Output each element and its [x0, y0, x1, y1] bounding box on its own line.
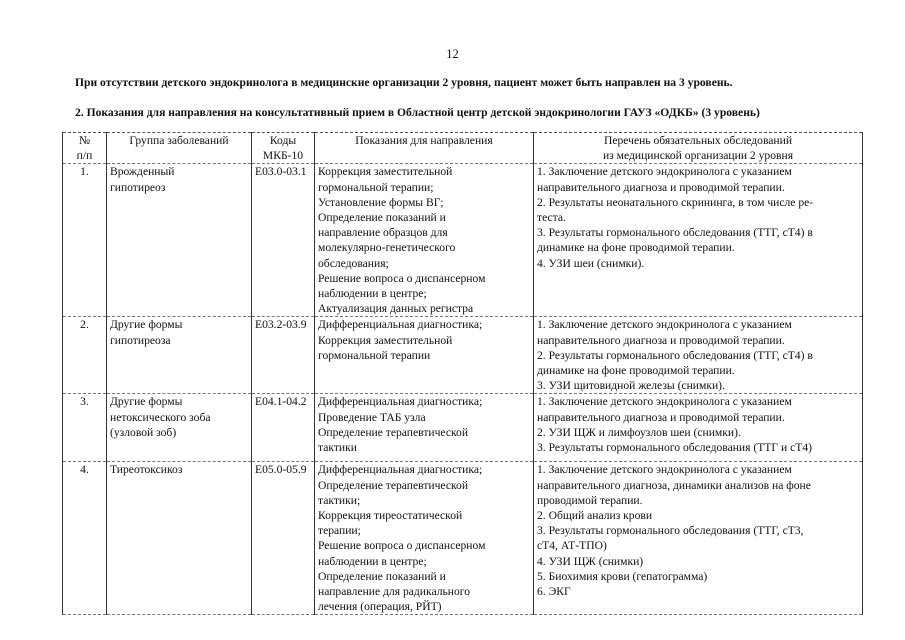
required-exams-line: проводимой терапии.: [537, 493, 643, 507]
disease-group: [107, 462, 252, 615]
referral-indications-line: Определение показаний и: [318, 569, 446, 583]
required-exams-line: 1. Заключение детского эндокринолога с указанием: [537, 463, 792, 477]
table-row: [63, 394, 863, 462]
referral-indications-line: обследования;: [318, 256, 389, 270]
disease-group-line: Другие формы: [110, 318, 183, 332]
row-number: 4.: [63, 462, 107, 615]
referral-indications-line: гормональной терапии: [318, 348, 431, 362]
header-line: МКБ-10: [262, 149, 304, 163]
referral-indications-line: Коррекция заместительной: [318, 165, 453, 179]
referral-indications-line: тактики;: [318, 493, 361, 507]
referral-indications-line: Дифференциальная диагностика;: [318, 463, 483, 477]
required-exams: [534, 164, 863, 317]
page-number: 12: [446, 47, 459, 61]
referral-indications: [315, 462, 534, 615]
header-line: №: [78, 134, 91, 147]
row-number: 1.: [63, 164, 107, 317]
section-title: 2. Показания для направления на консультативный прием в Областной центр детской эндокринологии ГАУЗ «ОДКБ» (3 уровень): [75, 106, 760, 119]
referral-indications-line: направление для радикального: [318, 585, 471, 599]
header-num: [63, 133, 107, 164]
referral-indications: [315, 164, 534, 317]
header-line: Перечень обязательных обследований: [603, 134, 793, 147]
referral-indications-line: Проведение ТАБ узла: [318, 410, 426, 424]
header-line: Коды: [269, 134, 297, 147]
referral-indications-line: Определение терапевтической: [318, 478, 469, 492]
required-exams-line: 3. Результаты гормонального обследования (ТТГ, сТ3,: [537, 524, 804, 538]
required-exams-line: 1. Заключение детского эндокринолога с указанием: [537, 395, 792, 409]
header-codes: [252, 133, 315, 164]
required-exams-line: направительного диагноза и проводимой терапии.: [537, 180, 785, 194]
referral-indications-line: направление образцов для: [318, 226, 448, 240]
disease-group: [107, 164, 252, 317]
required-exams: [534, 317, 863, 394]
intro-paragraph: При отсутствии детского эндокринолога в медицинские организации 2 уровня, пациент может быть направлен на 3 уровень.: [75, 76, 733, 89]
header-line: Показания для направления: [355, 134, 493, 147]
referral-table: [62, 132, 863, 615]
required-exams-line: направительного диагноза и проводимой терапии.: [537, 333, 785, 347]
referral-indications: [315, 317, 534, 394]
required-exams-line: 4. УЗИ ЩЖ (снимки): [537, 554, 644, 568]
disease-group-line: гипотиреоза: [110, 333, 171, 347]
required-exams-line: направительного диагноза, динамики анализов на фоне: [537, 478, 811, 492]
disease-group: [107, 394, 252, 462]
table-row: [63, 164, 863, 317]
required-exams-line: 4. УЗИ шеи (снимки).: [537, 256, 645, 270]
disease-group-line: нетоксического зоба: [110, 410, 211, 424]
disease-group-line: Тиреотоксикоз: [110, 463, 183, 477]
referral-indications-line: Коррекция тиреостатической: [318, 509, 463, 523]
table-row: [63, 317, 863, 394]
header-indications: [315, 133, 534, 164]
referral-indications-line: Актуализация данных регистра: [318, 302, 474, 316]
required-exams: [534, 394, 863, 462]
disease-group-line: Врожденный: [110, 165, 175, 179]
header-line: п/п: [76, 149, 93, 163]
required-exams-line: 5. Биохимия крови (гепатограмма): [537, 569, 708, 583]
referral-indications-line: Определение показаний и: [318, 211, 446, 225]
referral-indications-line: Определение терапевтической: [318, 425, 469, 439]
required-exams-line: 2. Результаты неонатального скрининга, в том числе ре-: [537, 195, 814, 209]
disease-group-line: гипотиреоз: [110, 180, 166, 194]
referral-indications-line: лечения (операция, РЙТ): [318, 600, 442, 614]
table-row: [63, 462, 863, 615]
referral-indications-line: гормональной терапии;: [318, 180, 434, 194]
referral-indications-line: Решение вопроса о диспансерном: [318, 539, 486, 553]
referral-indications-line: тактики: [318, 441, 357, 455]
referral-indications-line: наблюдении в центре;: [318, 554, 427, 568]
required-exams-line: 3. Результаты гормонального обследования (ТТГ, сТ4) в: [537, 226, 813, 240]
icd-codes: Е03.2-03.9: [252, 317, 315, 394]
referral-indications-line: Дифференциальная диагностика;: [318, 395, 483, 409]
required-exams-line: 2. Результаты гормонального обследования (ТТГ, сТ4) в: [537, 348, 813, 362]
required-exams-line: динамике на фоне проводимой терапии.: [537, 364, 735, 378]
icd-codes: Е04.1-04.2: [252, 394, 315, 462]
required-exams-line: направительного диагноза и проводимой терапии.: [537, 410, 785, 424]
icd-codes: Е05.0-05.9: [252, 462, 315, 615]
required-exams-line: сТ4, АТ-ТПО): [537, 539, 607, 553]
required-exams-line: 2. Общий анализ крови: [537, 509, 653, 523]
required-exams: [534, 462, 863, 615]
referral-indications-line: Установление формы ВГ;: [318, 195, 444, 209]
header-group: [107, 133, 252, 164]
required-exams-line: 1. Заключение детского эндокринолога с указанием: [537, 165, 792, 179]
referral-indications: [315, 394, 534, 462]
disease-group-line: Другие формы: [110, 395, 183, 409]
required-exams-line: 3. Результаты гормонального обследования (ТТГ и сТ4): [537, 441, 812, 455]
required-exams-line: 3. УЗИ щитовидной железы (снимки).: [537, 379, 725, 393]
required-exams-line: теста.: [537, 211, 566, 225]
row-number: 3.: [63, 394, 107, 462]
required-exams-line: динамике на фоне проводимой терапии.: [537, 241, 735, 255]
referral-indications-line: наблюдении в центре;: [318, 287, 427, 301]
required-exams-line: 1. Заключение детского эндокринолога с указанием: [537, 318, 792, 332]
icd-codes: Е03.0-03.1: [252, 164, 315, 317]
referral-indications-line: терапии;: [318, 524, 361, 538]
disease-group: [107, 317, 252, 394]
disease-group-line: (узловой зоб): [110, 425, 177, 439]
referral-indications-line: Дифференциальная диагностика;: [318, 318, 483, 332]
referral-indications-line: Решение вопроса о диспансерном: [318, 271, 486, 285]
header-line: из медицинской организации 2 уровня: [602, 149, 794, 163]
required-exams-line: 2. УЗИ ЩЖ и лимфоузлов шеи (снимки).: [537, 425, 741, 439]
row-number: 2.: [63, 317, 107, 394]
header-exams: [534, 133, 863, 164]
referral-indications-line: молекулярно-генетического: [318, 241, 456, 255]
header-line: Группа заболеваний: [129, 134, 229, 147]
referral-indications-line: Коррекция заместительной: [318, 333, 453, 347]
required-exams-line: 6. ЭКГ: [537, 585, 571, 599]
